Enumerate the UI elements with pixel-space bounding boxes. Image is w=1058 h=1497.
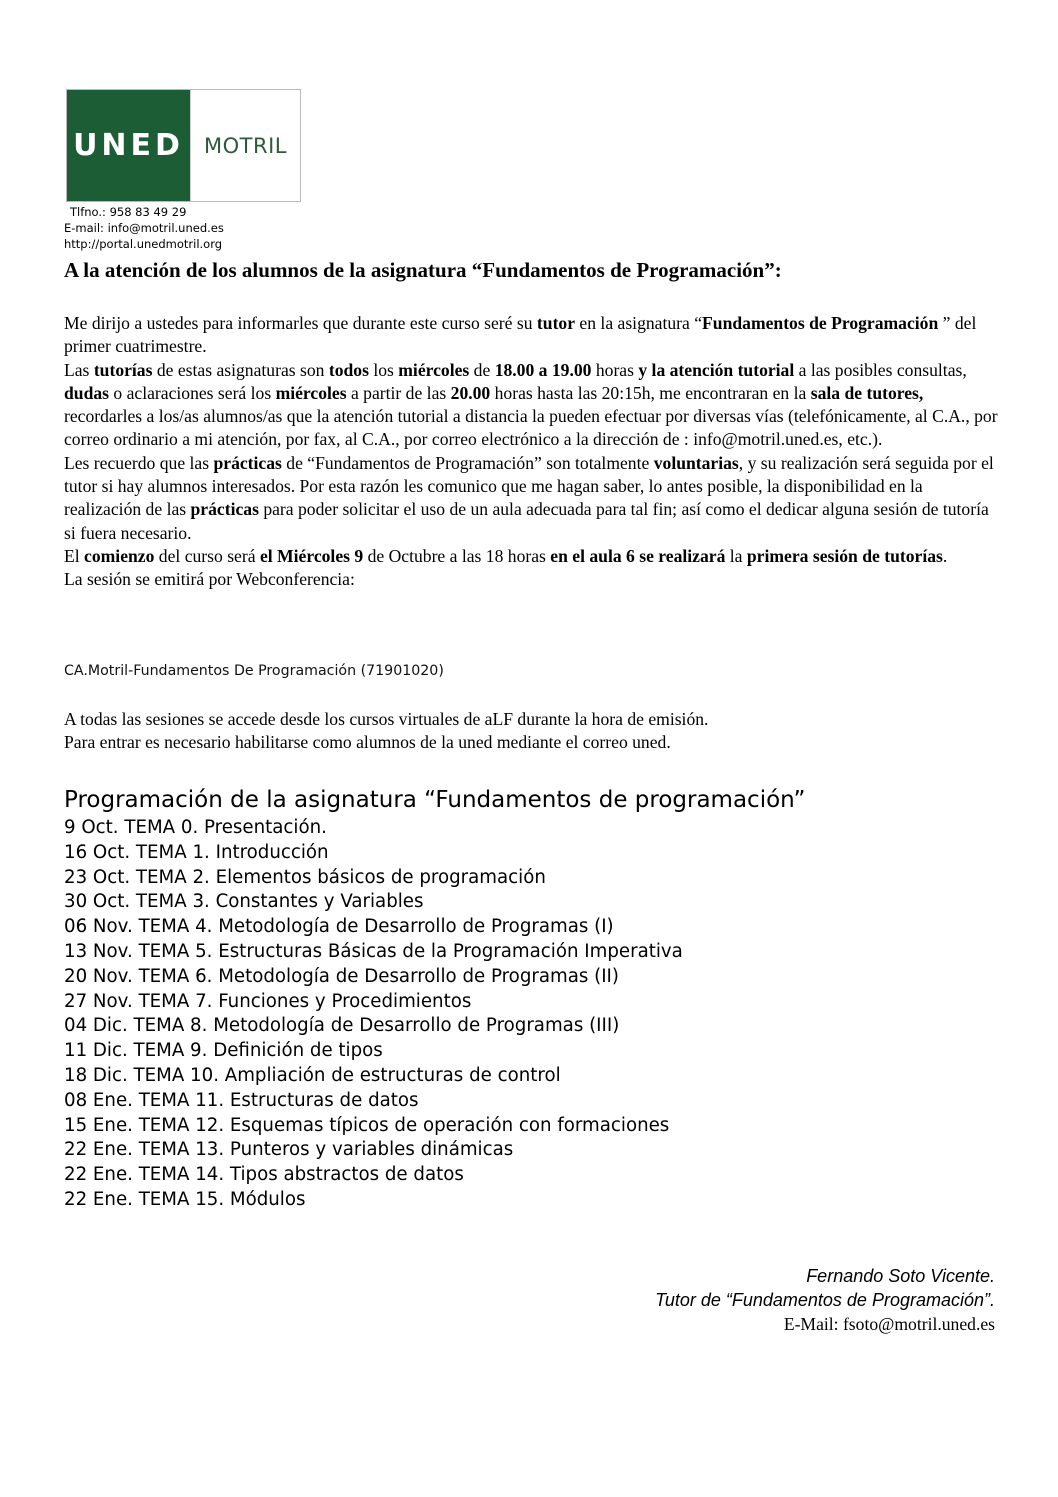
logo-brand: UNED	[73, 128, 184, 163]
letter-body	[64, 312, 999, 592]
schedule-item: 16 Oct. TEMA 1. Introducción	[64, 841, 329, 863]
schedule-item: 20 Nov. TEMA 6. Metodología de Desarrollo de Programas (II)	[64, 965, 620, 987]
paragraph-webconference: La sesión se emitirá por Webconferencia:	[64, 569, 355, 590]
logo-white-block	[190, 90, 300, 201]
schedule-item: 15 Ene. TEMA 12. Esquemas típicos de operación con formaciones	[64, 1114, 670, 1136]
paragraph-practicas: Les recuerdo que las prácticas de “Fundamentos de Programación” son totalmente voluntarias, y su realización será seguida por el tutor si hay alumnos interesados. Por esta razón les comunico que me hagan saber, lo antes posible, la disponibilidad en la realización de las prácticas para poder solicitar el uso de un aula adecuada para tal fin; así como el dedicar alguna sesión de tutoría si fuera necesario.	[64, 452, 994, 543]
contact-email: E-mail: info@motril.uned.es	[64, 221, 224, 235]
schedule-item: 22 Ene. TEMA 15. Módulos	[64, 1188, 306, 1210]
access-notes	[64, 708, 708, 755]
programme-schedule	[64, 816, 683, 1213]
schedule-item: 11 Dic. TEMA 9. Definición de tipos	[64, 1040, 383, 1062]
signature-name: Fernando Soto Vicente.	[806, 1266, 995, 1286]
schedule-item: 22 Ene. TEMA 13. Punteros y variables dinámicas	[64, 1139, 514, 1161]
schedule-item: 22 Ene. TEMA 14. Tipos abstractos de datos	[64, 1164, 464, 1186]
programme-title: Programación de la asignatura “Fundamentos de programación”	[64, 787, 806, 813]
contact-phone: Tlfno.: 958 83 49 29	[70, 205, 187, 219]
webconference-link[interactable]: CA.Motril-Fundamentos De Programación (71901020)	[64, 663, 444, 679]
logo-green-block	[67, 90, 190, 201]
access-note: A todas las sesiones se accede desde los cursos virtuales de aLF durante la hora de emisión.	[64, 709, 709, 729]
contact-info	[64, 204, 224, 252]
logo-location: MOTRIL	[204, 133, 287, 158]
uned-motril-logo	[66, 89, 301, 202]
schedule-item: 30 Oct. TEMA 3. Constantes y Variables	[64, 891, 424, 913]
document-heading: A la atención de los alumnos de la asignatura “Fundamentos de Programación”:	[64, 258, 782, 282]
signature-role: Tutor de “Fundamentos de Programación”.	[655, 1290, 995, 1310]
schedule-item: 23 Oct. TEMA 2. Elementos básicos de programación	[64, 866, 546, 888]
schedule-item: 08 Ene. TEMA 11. Estructuras de datos	[64, 1089, 419, 1111]
paragraph-schedule: Las tutorías de estas asignaturas son todos los miércoles de 18.00 a 19.00 horas y la atención tutorial a las posibles consultas, dudas o aclaraciones será los miércoles a partir de las 20.00 horas hasta las 20:15h, me encontraran en la sala de tutores, recordarles a los/as alumnos/as que la atención tutorial a distancia la pueden efectuar por diversas vías (telefónicamente, al C.A., por correo ordinario a mi atención, por fax, al C.A., por correo electrónico a la dirección de : info@motril.uned.es, etc.).	[64, 359, 998, 450]
signature-email: E-Mail: fsoto@motril.uned.es	[783, 1314, 995, 1334]
paragraph-tutor-intro: Me dirijo a ustedes para informarles que durante este curso seré su tutor en la asignatura “Fundamentos de Programación ” del primer cuatrimestre.	[64, 313, 977, 357]
schedule-item: 04 Dic. TEMA 8. Metodología de Desarrollo de Programas (III)	[64, 1015, 620, 1037]
schedule-item: 06 Nov. TEMA 4. Metodología de Desarrollo de Programas (I)	[64, 916, 614, 938]
schedule-item: 9 Oct. TEMA 0. Presentación.	[64, 817, 327, 838]
schedule-item: 18 Dic. TEMA 10. Ampliación de estructuras de control	[64, 1064, 561, 1086]
signature-block	[655, 1264, 995, 1336]
paragraph-course-start: El comienzo del curso será el Miércoles 9 de Octubre a las 18 horas en el aula 6 se realizará la primera sesión de tutorías.	[64, 545, 948, 566]
contact-web: http://portal.unedmotril.org	[64, 237, 223, 251]
schedule-item: 27 Nov. TEMA 7. Funciones y Procedimientos	[64, 990, 472, 1012]
access-note: Para entrar es necesario habilitarse como alumnos de la uned mediante el correo uned.	[64, 732, 671, 753]
schedule-item: 13 Nov. TEMA 5. Estructuras Básicas de la Programación Imperativa	[64, 940, 683, 962]
